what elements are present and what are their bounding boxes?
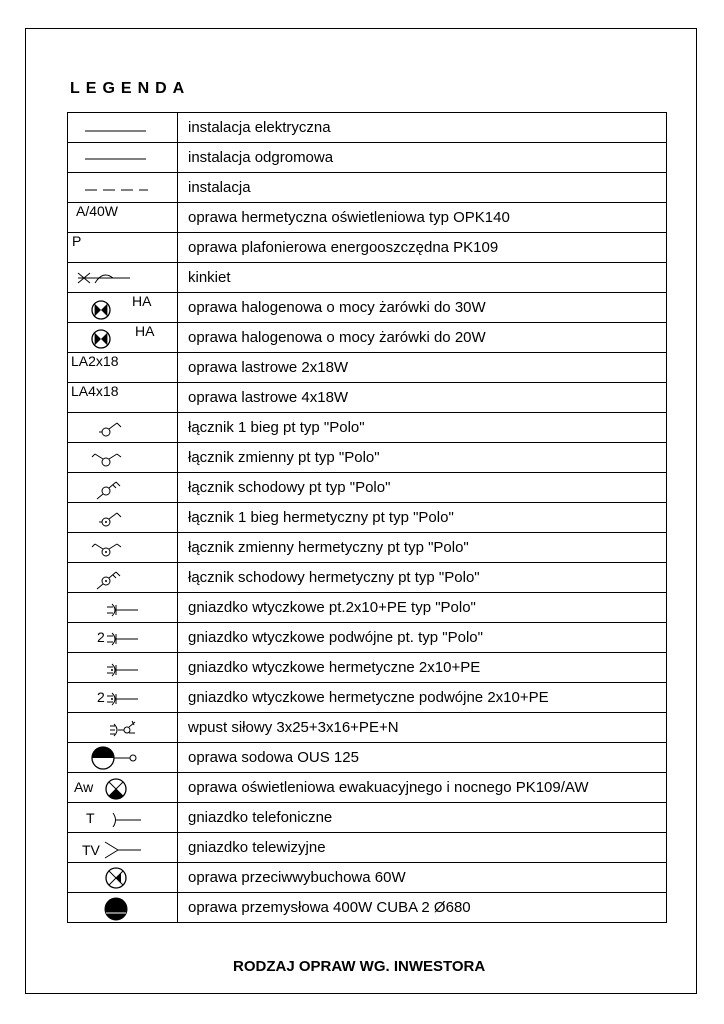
row-description: gniazdko telewizyjne <box>178 833 667 863</box>
symbol-label: P <box>72 233 82 249</box>
halogen-lamp-icon <box>68 323 178 354</box>
halogen-lamp-icon <box>68 293 178 324</box>
table-row <box>68 533 667 563</box>
legend-table <box>67 112 667 923</box>
solid-line-icon <box>68 113 178 144</box>
symbol-label: 2 <box>97 629 105 645</box>
socket-icon <box>68 593 178 624</box>
row-description: gniazdko wtyczkowe pt.2x10+PE typ "Polo" <box>178 593 667 623</box>
symbol-label: LA2x18 <box>71 353 119 369</box>
row-description: instalacja odgromowa <box>178 143 667 173</box>
table-row <box>68 563 667 593</box>
symbol-label: Aw <box>74 779 94 795</box>
row-description: kinkiet <box>178 263 667 293</box>
row-description: łącznik schodowy pt typ "Polo" <box>178 473 667 503</box>
table-row <box>68 803 667 833</box>
table-row <box>68 653 667 683</box>
table-row <box>68 623 667 653</box>
industrial-lamp-icon <box>68 893 178 924</box>
row-description: instalacja <box>178 173 667 203</box>
row-description: łącznik zmienny pt typ "Polo" <box>178 443 667 473</box>
table-row <box>68 833 667 863</box>
switch-single-sealed-icon <box>68 503 178 534</box>
symbol-label: 2 <box>97 689 105 705</box>
row-description: instalacja elektryczna <box>178 113 667 143</box>
row-description: łącznik schodowy hermetyczny pt typ "Polo" <box>178 563 667 593</box>
row-description: gniazdko wtyczkowe hermetyczne podwójne 2x10+PE <box>178 683 667 713</box>
table-row <box>68 323 667 353</box>
row-description: wpust siłowy 3x25+3x16+PE+N <box>178 713 667 743</box>
page-title: LEGENDA <box>70 80 191 97</box>
table-row <box>68 743 667 773</box>
socket-icon <box>68 623 178 654</box>
table-row <box>68 713 667 743</box>
table-row <box>68 383 667 413</box>
row-description: oprawa oświetleniowa ewakuacyjnego i nocnego PK109/AW <box>178 773 667 803</box>
table-row <box>68 263 667 293</box>
switch-staircase-icon <box>68 473 178 504</box>
row-description: oprawa halogenowa o mocy żarówki do 30W <box>178 293 667 323</box>
solid-line-icon <box>68 143 178 174</box>
row-description: gniazdko wtyczkowe hermetyczne 2x10+PE <box>178 653 667 683</box>
symbol-label: TV <box>82 842 100 858</box>
wall-lamp-icon <box>68 263 178 294</box>
symbol-label: LA4x18 <box>71 383 119 399</box>
switch-changeover-icon <box>68 443 178 474</box>
table-row <box>68 473 667 503</box>
row-description: oprawa plafonierowa energooszczędna PK109 <box>178 233 667 263</box>
row-description: oprawa lastrowe 2x18W <box>178 353 667 383</box>
row-description: oprawa przeciwwybuchowa 60W <box>178 863 667 893</box>
row-description: gniazdko wtyczkowe podwójne pt. typ "Polo" <box>178 623 667 653</box>
dashed-line-icon <box>68 173 178 204</box>
symbol-label: HA <box>135 323 155 339</box>
row-description: oprawa halogenowa o mocy żarówki do 20W <box>178 323 667 353</box>
table-row <box>68 413 667 443</box>
footer-note: RODZAJ OPRAW WG. INWESTORA <box>233 958 486 975</box>
switch-changeover-sealed-icon <box>68 533 178 564</box>
row-description: oprawa hermetyczna oświetleniowa typ OPK140 <box>178 203 667 233</box>
switch-staircase-sealed-icon <box>68 563 178 594</box>
table-row <box>68 113 667 143</box>
emergency-lamp-icon <box>68 773 178 804</box>
table-row <box>68 683 667 713</box>
symbol-label: HA <box>132 293 152 309</box>
switch-single-icon <box>68 413 178 444</box>
row-description: oprawa sodowa OUS 125 <box>178 743 667 773</box>
row-description: łącznik 1 bieg hermetyczny pt typ "Polo" <box>178 503 667 533</box>
table-row <box>68 773 667 803</box>
row-description: gniazdko telefoniczne <box>178 803 667 833</box>
tv-socket-icon <box>68 833 178 864</box>
phone-socket-icon <box>68 803 178 834</box>
symbol-label: A/40W <box>76 203 119 219</box>
power-outlet-icon <box>68 713 178 744</box>
sodium-lamp-icon <box>68 743 178 774</box>
table-row <box>68 893 667 923</box>
row-description: oprawa przemysłowa 400W CUBA 2 Ø680 <box>178 893 667 923</box>
table-row <box>68 233 667 263</box>
table-row <box>68 863 667 893</box>
table-row <box>68 203 667 233</box>
table-row <box>68 503 667 533</box>
table-row <box>68 593 667 623</box>
symbol-label: T <box>86 810 95 826</box>
explosion-proof-lamp-icon <box>68 863 178 894</box>
row-description: oprawa lastrowe 4x18W <box>178 383 667 413</box>
row-description: łącznik 1 bieg pt typ "Polo" <box>178 413 667 443</box>
row-description: łącznik zmienny hermetyczny pt typ "Polo" <box>178 533 667 563</box>
socket-sealed-icon <box>68 653 178 684</box>
table-row <box>68 293 667 323</box>
socket-sealed-icon <box>68 683 178 714</box>
table-row <box>68 143 667 173</box>
table-row <box>68 353 667 383</box>
table-row <box>68 173 667 203</box>
table-row <box>68 443 667 473</box>
